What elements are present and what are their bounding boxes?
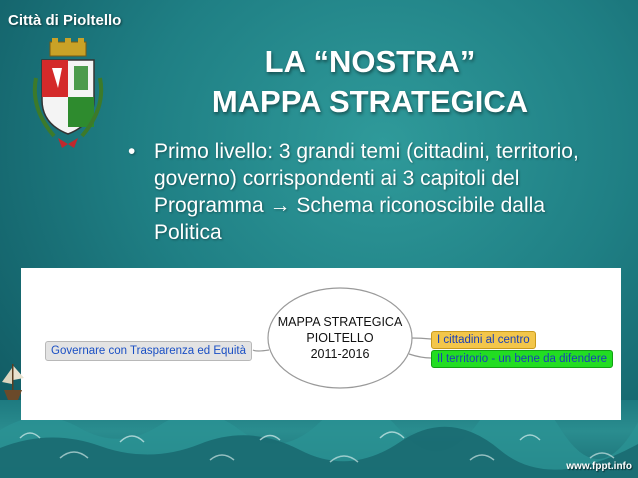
title-line-2: MAPPA STRATEGICA (211, 84, 529, 119)
central-topic (266, 288, 414, 388)
slide-title (160, 42, 580, 122)
central-line-3: 2011-2016 (310, 347, 370, 361)
footer-url: www.fppt.info (566, 461, 632, 472)
ship-icon (0, 360, 26, 404)
city-label: Città di Pioltello (8, 12, 122, 29)
coat-of-arms-icon (28, 38, 108, 150)
node-cittadini[interactable]: I cittadini al centro (431, 331, 536, 349)
bullet-point (128, 138, 598, 246)
title-line-1: LA “NOSTRA” (264, 44, 476, 79)
bullet-text: Primo livello: 3 grandi temi (cittadini, territorio, governo) corrispondenti ai 3 capitoli del Programma → Schema riconoscibile dalla Politica (154, 140, 579, 244)
node-territorio[interactable]: Il territorio - un bene da difendere (431, 350, 613, 368)
mind-map (21, 268, 621, 420)
bullet-icon: • (128, 140, 136, 163)
node-governare[interactable]: Governare con Trasparenza ed Equità (45, 341, 252, 361)
central-line-1: MAPPA STRATEGICA (277, 315, 403, 329)
central-line-2: PIOLTELLO (306, 331, 374, 345)
